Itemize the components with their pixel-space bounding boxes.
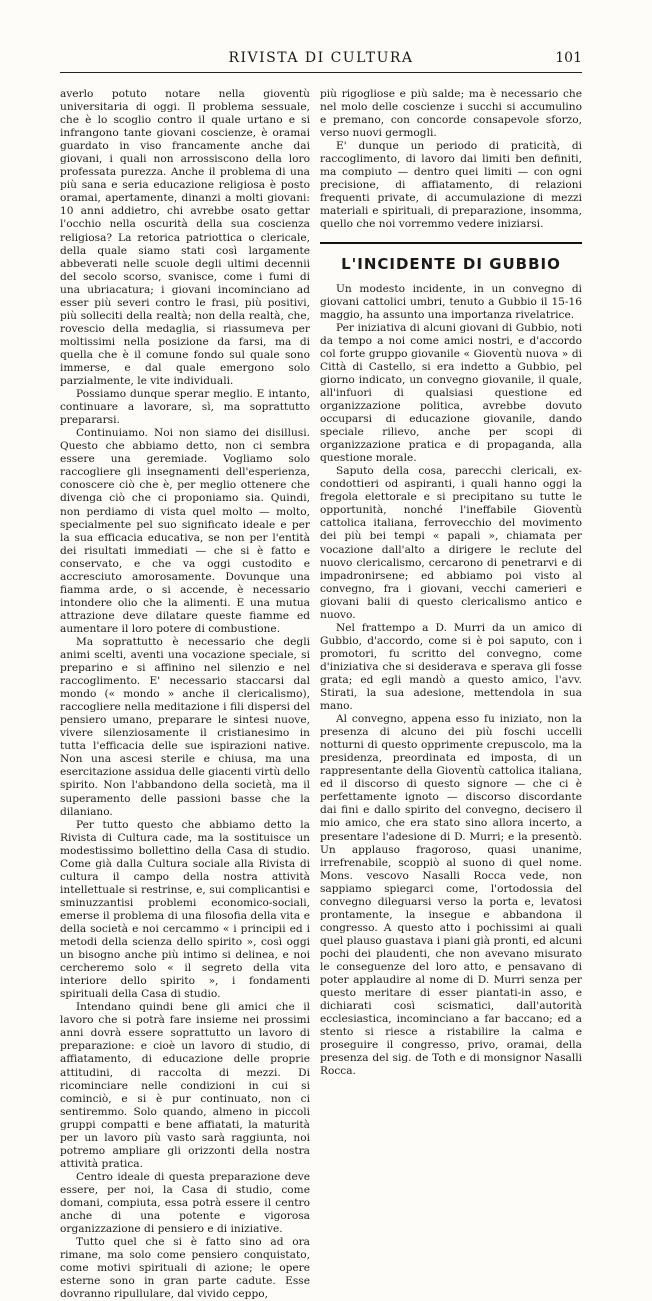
left-column (60, 88, 310, 1301)
page-number: 101 (555, 50, 582, 66)
paragraph: Intendano quindi bene gli amici che il lavoro che si potrà fare insieme nei prossimi anni dovrà essere soprattutto un lavoro di preparazione: e cioè un lavoro di studio, di affiatamento, di educazione delle proprie attitudini, di raccolta di mezzi. Di ricominciare nelle condizioni in cui si cominciò, e si è pur continuato, non ci sentiremmo. Solo quando, almeno in piccoli gruppi compatti e bene affiatati, la maturità per un lavoro più vasto sarà raggiunta, noi potremo ampliare gli orizzonti della nostra attività pratica. (60, 1001, 310, 1170)
right-column (320, 88, 582, 1078)
paragraph: averlo potuto notare nella gioventù universitaria di oggi. Il problema sessuale, che è lo scoglio contro il quale urtano e si infrangono tante giovani coscienze, è oramai guardato in viso francamente anche dai giovani, i quali non arrossiscono della loro professata purezza. Anche il problema di una più sana e seria educazione religiosa è posto oramai, apertamente, dinanzi a molti giovani: 10 anni addietro, chi avrebbe osato gettar l'occhio nella oscurità della sua coscienza religiosa? La retorica patriottica o clericale, della quale siamo stati così largamente abbeverati nelle scuole degli ultimi decennii del secolo scorso, svanisce, come i fumi di una ubriacatura; i giovani incominciano ad esser più severi contro le frasi, più positivi, più solleciti della realtà; non della realtà, che, rovescio della medaglia, si riassumeva per moltissimi nella posizione da farsi, ma di quella che è il comune fondo sul quale sono immerse, e dal quale emergono solo parzialmente, le vite individuali. (60, 88, 310, 388)
paragraph: Per tutto questo che abbiamo detto la Rivista di Cultura cade, ma la sostituisce un modestissimo bollettino della Casa di studio. Come già dalla Cultura sociale alla Rivista di cultura il campo della nostra attività intellettuale si restrinse, e, sui complicantisi e sminuzzantisi problemi economico-sociali, emerse il problema di una filosofia della vita e della società e noi cercammo « i principii ed i metodi della scienza dello spirito », così oggi un bisogno anche più intimo si delinea, e noi cercheremo solo « il segreto della vita interiore dello spirito », i fondamenti spirituali della Casa di studio. (60, 818, 310, 1001)
paragraph: Nel frattempo a D. Murri da un amico di Gubbio, d'accordo, come si è poi saputo, con i promotori, fu scritto del convegno, come d'iniziativa che si desiderava e sperava gli fosse grata; ed egli mandò a questo amico, l'avv. Stirati, la sua adesione, mettendola in sua mano. (320, 621, 582, 713)
section-title: L'INCIDENTE DI GUBBIO (341, 254, 561, 273)
paragraph: Possiamo dunque sperar meglio. E intanto, continuare a lavorare, sì, ma soprattutto prepararsi. (60, 388, 310, 427)
paragraph: Saputo della cosa, parecchi clericali, ex-condottieri od aspiranti, i quali hanno oggi la fregola elettorale e si precipitano su tutte le opportunità, nonché l'ineffabile Gioventù cattolica italiana, ferrovecchio del movimento dei più bei tempi « papali », chiamata per vocazione dall'alto a dirigere le reclute del nuovo clericalismo, cercarono di penetrarvi e di impadronirsene; ed abbiamo poi visto al convegno, fra i giovani, vecchi camerieri e giovani balii di questo clericalismo antico e nuovo. (320, 465, 582, 621)
paragraph: Centro ideale di questa preparazione deve essere, per noi, la Casa di studio, come domani, compiuta, essa potrà essere il centro anche di una potente e vigorosa organizzazione di pensiero e di iniziative. (60, 1170, 310, 1236)
paragraph: Per iniziativa di alcuni giovani di Gubbio, noti da tempo a noi come amici nostri, e d'accordo col forte gruppo giovanile « Gioventù nuova » di Città di Castello, si era indetto a Gubbio, pel giorno indicato, un convegno giovanile, il quale, all'infuori di qualsiasi questione ed organizzazione politica, avrebbe dovuto occuparsi di educazione giovanile, dando speciale rilievo, anche per scopi di organizzazione pratica e di propaganda, alla questione morale. (320, 321, 582, 465)
paragraph: Continuiamo. Noi non siamo dei disillusi. Questo che abbiamo detto, non ci sembra essere una geremiade. Vogliamo solo raccogliere gli insegnamenti dell'esperienza, conoscere ciò che è, per meglio ottenere che divenga ciò che ci proponiamo sia. Quindi, non perdiamo di vista quel molto — molto, specialmente pel suo significato ideale e per la sua efficacia educativa, se non per l'entità dei risultati immediati — che si è fatto e conservato, e che va oggi custodito e accresciuto amorosamente. Dovunque una fiamma arde, o si accende, è necessario intonderе olio che la alimenti. E una mutua attrazione deve dilatare queste fiamme ed aumentare il loro potere di combustione. (60, 427, 310, 635)
journal-title: RIVISTA DI CULTURA (228, 50, 414, 66)
paragraph: Tutto quel che si è fatto sino ad ora rimane, ma solo come pensiero conquistato, come motivi spirituali di azione; le opere esterne sono in gran parte cadute. Esse dovranno ripullulare, dal vivido ceppo, (60, 1236, 310, 1301)
paragraph: Ma soprattutto è necessario che degli animi scelti, aventi una vocazione speciale, si preparino e si affinino nel silenzio e nel raccoglimento. E' necessario staccarsi dal mondo (« mondo » anche il clericalismo), raccogliere nella meditazione i fili dispersi del pensiero umano, preparare le sintesi nuove, vivere silenziosamente il cristianesimo in tutta l'efficacia delle sue ispirazioni native. Non una ascesi sterile e chiusa, ma una esercitazione assidua delle giacenti virtù dello spirito. Non l'abbandono della società, ma il superamento delle passioni basse che la dilaniano. (60, 635, 310, 818)
paragraph: più rigogliose e più salde; ma è necessario che nel molo delle coscienze i succhi si accumulino e premano, con concorde consapevole sforzo, verso nuovi germogli. (320, 88, 582, 140)
paragraph: E' dunque un periodo di praticità, di raccoglimento, di lavoro dai limiti ben definiti, ma compiuto — dentro quei limiti — con ogni precisione, di affiatamento, di relazioni frequenti private, di accumulazione di mezzi materiali e spirituali, di preparazione, insomma, quello che noi vorremmo vedere iniziarsi. (320, 140, 582, 231)
paragraph: Un modesto incidente, in un convegno di giovani cattolici umbri, tenuto a Gubbio il 15-16 maggio, ha assunto una importanza rivelatrice. (320, 282, 582, 321)
section-divider (320, 242, 582, 244)
paragraph: Al convegno, appena esso fu iniziato, non la presenza di alcuno dei più foschi uccelli notturni di questo opprimente crepuscolo, ma la presidenza, preordinata ed imposta, di un rappresentante della Gioventù cattolica italiana, ed il discorso di questo signore — che ci è perfettamente ignoto — discorso discordante dai fini e dallo spirito del convegno, decisero il mio amico, che era stato sino allora incerto, a presentare l'adesione di D. Murri; e la presentò. Un applauso fragoroso, quasi unanime, irrefrenabile, scoppiò al suono di quel nome. Mons. vescovo Nasalli Rocca vede, non sappiamo spiegarci come, l'ortodossia del convegno dileguarsi verso la porta e, levatosi prontamente, la insegue e abbandona il congresso. A questo atto i pochissimi ai quali quel plauso guastava i piani già pronti, ed alcuni pochi dei plaudenti, che non avevano misurato le conseguenze del loro atto, e pensavano di poter applaudire al nome di D. Murri senza per questo meritare di esser piantati-in asso, e dichiarati così scismatici, dall'autorità ecclesiastica, incominciano a far baccano; ed a stento si riesce a ristabilire la calma e proseguire il congresso, privo, oramai, della presenza del sig. de Toth e di monsignor Nasalli Rocca. (320, 713, 582, 1078)
running-header (60, 50, 582, 73)
